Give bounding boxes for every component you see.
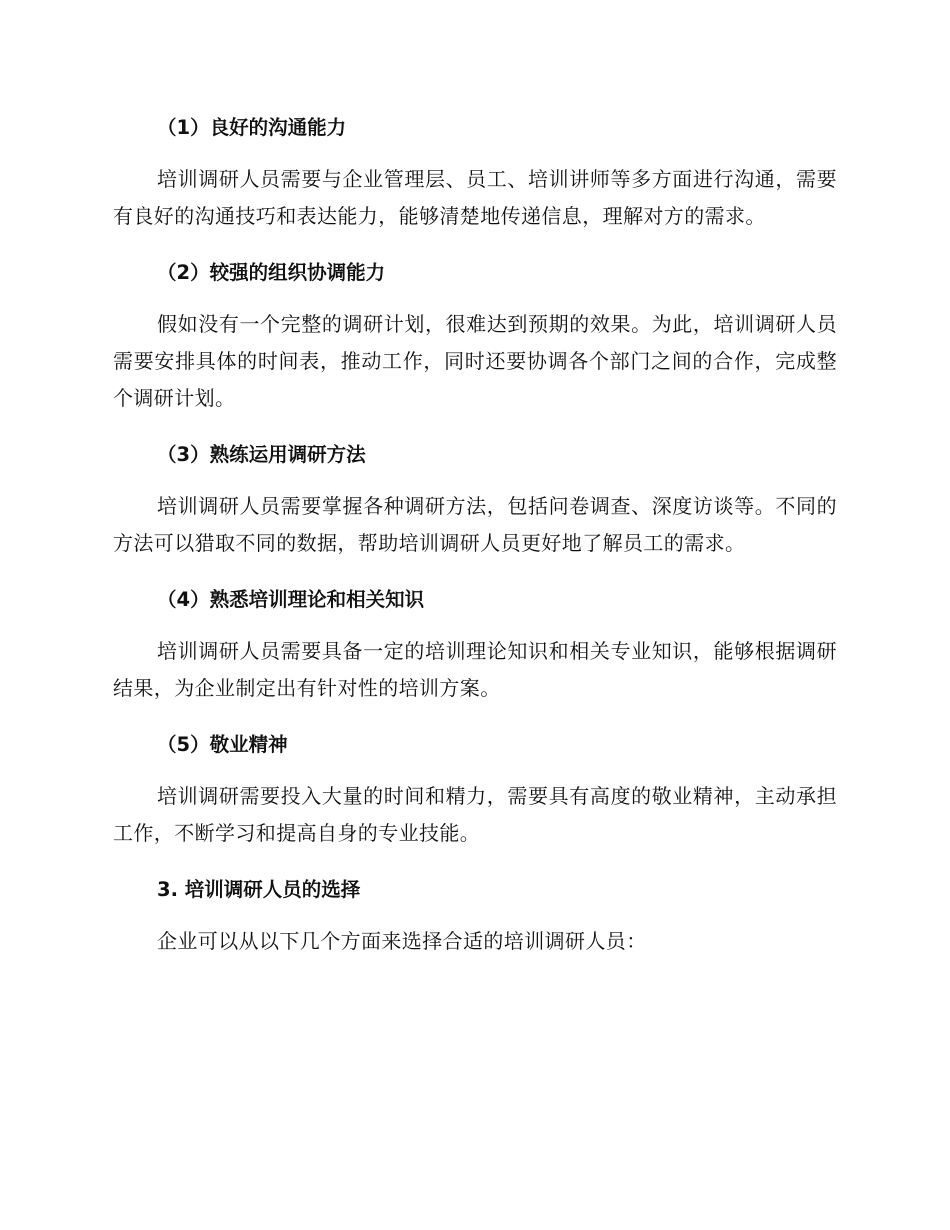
section-paragraph-theory: 培训调研人员需要具备一定的培训理论知识和相关专业知识，能够根据调研结果，为企业制定出有针对性的培训方案。 — [113, 639, 837, 700]
section-heading-methods: （3）熟练运用调研方法 — [157, 443, 366, 466]
section-paragraph-communication: 培训调研人员需要与企业管理层、员工、培训讲师等多方面进行沟通，需要有良好的沟通技巧和表达能力，能够清楚地传递信息，理解对方的需求。 — [113, 167, 837, 228]
section-heading-coordination: （2）较强的组织协调能力 — [157, 261, 386, 284]
section-paragraph-dedication: 培训调研需要投入大量的时间和精力，需要具有高度的敬业精神，主动承担工作，不断学习和提高自身的专业技能。 — [113, 784, 837, 845]
document-body — [113, 108, 837, 978]
section-heading-selection: 3. 培训调研人员的选择 — [157, 878, 361, 901]
section-paragraph-methods: 培训调研人员需要掌握各种调研方法，包括问卷调查、深度访谈等。不同的方法可以猎取不同的数据，帮助培训调研人员更好地了解员工的需求。 — [113, 494, 837, 555]
section-heading-dedication: （5）敬业精神 — [157, 733, 288, 756]
section-heading-communication: （1）良好的沟通能力 — [157, 116, 347, 139]
section-paragraph-coordination: 假如没有一个完整的调研计划，很难达到预期的效果。为此，培训调研人员需要安排具体的时间表，推动工作，同时还要协调各个部门之间的合作，完成整个调研计划。 — [113, 312, 837, 410]
section-paragraph-selection: 企业可以从以下几个方面来选择合适的培训调研人员： — [157, 929, 647, 953]
section-heading-theory: （4）熟悉培训理论和相关知识 — [157, 588, 425, 611]
